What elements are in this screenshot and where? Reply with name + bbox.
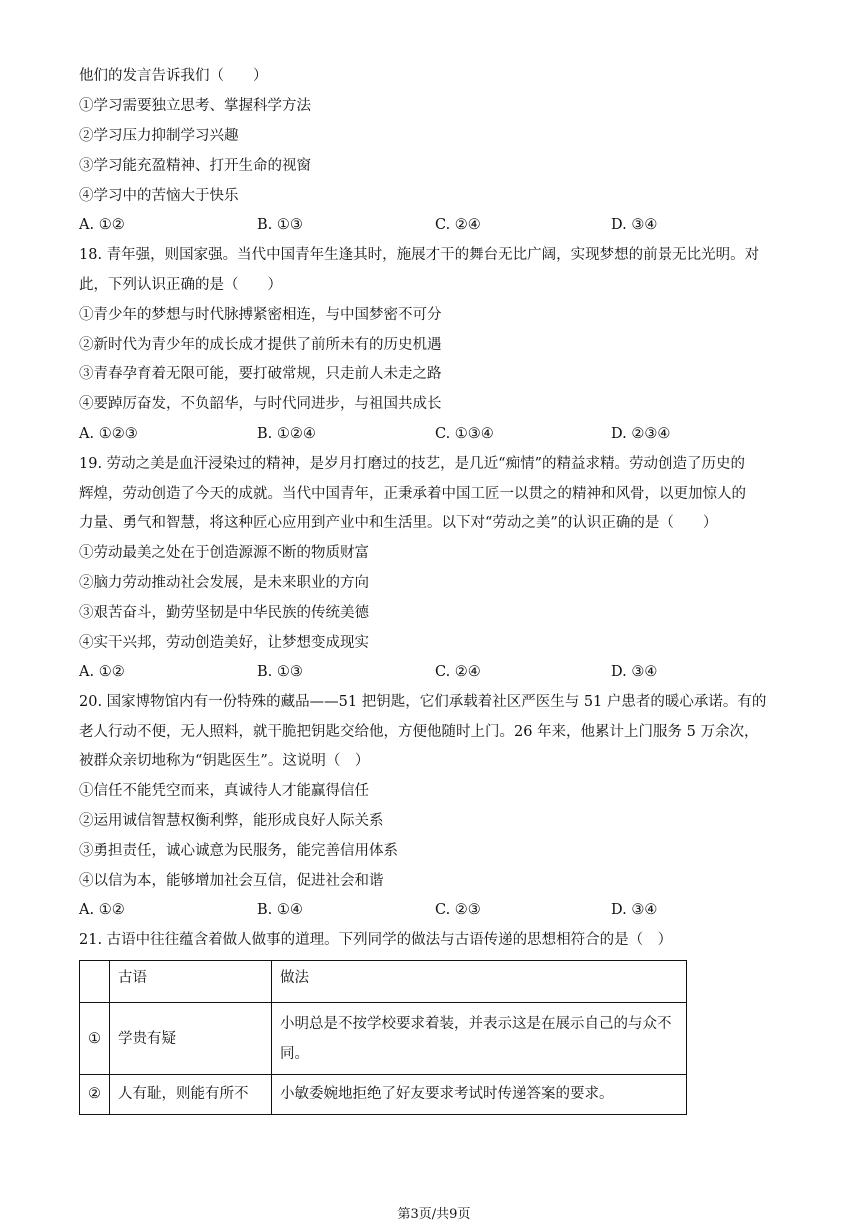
table-cell-index: ① bbox=[80, 1003, 110, 1075]
table-cell-index: ② bbox=[80, 1075, 110, 1115]
q20-options bbox=[79, 900, 779, 920]
q17-item-4: ④学习中的苦恼大于快乐 bbox=[79, 188, 239, 204]
q20-item-1: ①信任不能凭空而来，真诚待人才能赢得信任 bbox=[79, 783, 369, 799]
q18-option-d[interactable]: D. ②③④ bbox=[611, 426, 671, 442]
q19-option-d[interactable]: D. ③④ bbox=[611, 664, 658, 680]
q19-stem-line-2: 辉煌，劳动创造了今天的成就。当代中国青年，正秉承着中国工匠一以贯之的精神和风骨，以更加惊人的 bbox=[79, 486, 746, 502]
q21-table bbox=[79, 960, 687, 1115]
page-footer: 第3页/共9页 bbox=[397, 1207, 471, 1222]
q18-item-1: ①青少年的梦想与时代脉搏紧密相连，与中国梦密不可分 bbox=[79, 307, 442, 323]
q19-item-2: ②脑力劳动推动社会发展，是未来职业的方向 bbox=[79, 575, 369, 591]
q19-item-1: ①劳动最美之处在于创造源源不断的物质财富 bbox=[79, 545, 369, 561]
q17-option-b[interactable]: B. ①③ bbox=[257, 217, 303, 233]
table-cell-practice: 小明总是不按学校要求着装，并表示这是在展示自己的与众不同。 bbox=[272, 1003, 687, 1075]
q17-item-3: ③学习能充盈精神、打开生命的视窗 bbox=[79, 158, 311, 174]
q18-item-4: ④要踔厉奋发，不负韶华，与时代同进步，与祖国共成长 bbox=[79, 396, 442, 412]
q19-option-b[interactable]: B. ①③ bbox=[257, 664, 303, 680]
q20-option-b[interactable]: B. ①④ bbox=[257, 902, 303, 918]
q19-stem-line-3: 力量、勇气和智慧，将这种匠心应用到产业中和生活里。以下对“劳动之美”的认识正确的是（ ） bbox=[79, 515, 718, 531]
table-cell-practice: 小敏委婉地拒绝了好友要求考试时传递答案的要求。 bbox=[272, 1075, 687, 1115]
q18-item-2: ②新时代为青少年的成长成才提供了前所未有的历史机遇 bbox=[79, 337, 442, 353]
q21-stem: 21. 古语中往往蕴含着做人做事的道理。下列同学的做法与古语传递的思想相符合的是（ ） bbox=[79, 932, 673, 948]
q17-item-2: ②学习压力抑制学习兴趣 bbox=[79, 128, 239, 144]
q18-stem-line-2: 此，下列认识正确的是（ ） bbox=[79, 277, 282, 293]
q17-option-a[interactable]: A. ①② bbox=[79, 217, 125, 233]
q20-option-d[interactable]: D. ③④ bbox=[611, 902, 658, 918]
q19-options bbox=[79, 662, 779, 682]
q20-option-a[interactable]: A. ①② bbox=[79, 902, 125, 918]
q17-item-1: ①学习需要独立思考、掌握科学方法 bbox=[79, 98, 311, 114]
q20-stem-line-2: 老人行动不便，无人照料，就干脆把钥匙交给他，方便他随时上门。26 年来，他累计上门服务 5 万余次， bbox=[79, 724, 759, 740]
q20-item-2: ②运用诚信智慧权衡利弊，能形成良好人际关系 bbox=[79, 813, 384, 829]
q18-option-b[interactable]: B. ①②④ bbox=[257, 426, 316, 442]
q20-option-c[interactable]: C. ②③ bbox=[435, 902, 481, 918]
table-header-cell: 做法 bbox=[272, 961, 687, 1003]
q20-item-4: ④以信为本，能够增加社会互信，促进社会和谐 bbox=[79, 873, 384, 889]
q18-stem-line-1: 18. 青年强，则国家强。当代中国青年生逢其时，施展才干的舞台无比广阔，实现梦想的前景无比光明。对 bbox=[79, 247, 760, 263]
q20-stem-line-3: 被群众亲切地称为“钥匙医生”。这说明（ ） bbox=[79, 753, 370, 769]
q18-options bbox=[79, 424, 779, 444]
table-row bbox=[80, 1075, 687, 1115]
q20-item-3: ③勇担责任，诚心诚意为民服务，能完善信用体系 bbox=[79, 843, 398, 859]
table-cell-proverb: 学贵有疑 bbox=[110, 1003, 272, 1075]
q19-stem-line-1: 19. 劳动之美是血汗浸染过的精神，是岁月打磨过的技艺，是几近“痴情”的精益求精。劳动创造了历史的 bbox=[79, 456, 745, 472]
q20-stem-line-1: 20. 国家博物馆内有一份特殊的藏品——51 把钥匙，它们承载着社区严医生与 51 户患者的暖心承诺。有的 bbox=[79, 694, 767, 710]
q18-option-a[interactable]: A. ①②③ bbox=[79, 426, 138, 442]
table-header-row bbox=[80, 961, 687, 1003]
q18-option-c[interactable]: C. ①③④ bbox=[435, 426, 494, 442]
q17-options bbox=[79, 215, 779, 235]
table-header-cell: 古语 bbox=[110, 961, 272, 1003]
q17-stem: 他们的发言告诉我们（ ） bbox=[79, 68, 268, 84]
q18-item-3: ③青春孕育着无限可能，要打破常规，只走前人未走之路 bbox=[79, 366, 442, 382]
q17-option-c[interactable]: C. ②④ bbox=[435, 217, 481, 233]
q17-option-d[interactable]: D. ③④ bbox=[611, 217, 658, 233]
table-row bbox=[80, 1003, 687, 1075]
table-cell-proverb: 人有耻，则能有所不 bbox=[110, 1075, 272, 1115]
q19-item-4: ④实干兴邦，劳动创造美好，让梦想变成现实 bbox=[79, 635, 369, 651]
q19-item-3: ③艰苦奋斗，勤劳坚韧是中华民族的传统美德 bbox=[79, 605, 369, 621]
q19-option-c[interactable]: C. ②④ bbox=[435, 664, 481, 680]
table-header-cell bbox=[80, 961, 110, 1003]
q19-option-a[interactable]: A. ①② bbox=[79, 664, 125, 680]
